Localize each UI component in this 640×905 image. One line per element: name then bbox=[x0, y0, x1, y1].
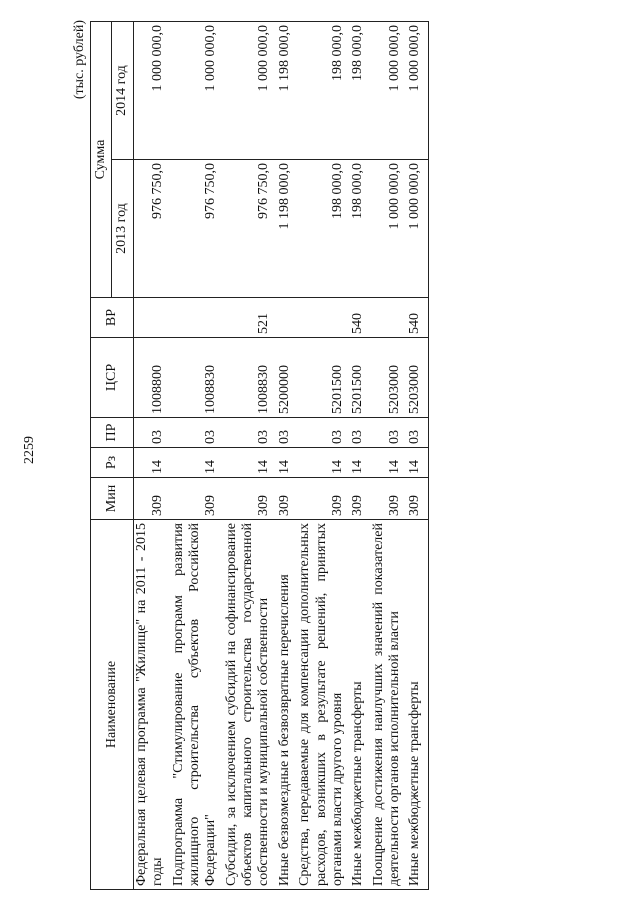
header-vr: ВР bbox=[91, 298, 134, 338]
row-name: Поощрение достижения наилучших значений показателей деятельности органов исполнительной власти bbox=[371, 520, 408, 890]
row-2013: 976 750,0 bbox=[171, 160, 224, 298]
row-min: 309 bbox=[371, 478, 408, 520]
row-vr bbox=[297, 298, 350, 338]
document-page bbox=[70, 10, 540, 890]
row-pr: 03 bbox=[133, 418, 170, 448]
row-2013: 198 000,0 bbox=[350, 160, 370, 298]
row-name: Иные межбюджетные трансферты bbox=[407, 520, 428, 890]
header-min: Мин bbox=[91, 478, 134, 520]
row-min: 309 bbox=[407, 478, 428, 520]
row-2014: 1 000 000,0 bbox=[171, 22, 224, 160]
row-rz: 14 bbox=[277, 448, 297, 478]
table-row bbox=[277, 22, 297, 890]
row-name: Иные безвозмездные и безвозвратные перечисления bbox=[277, 520, 297, 890]
table-row bbox=[224, 22, 277, 890]
header-name: Наименование bbox=[91, 520, 134, 890]
row-2013: 1 000 000,0 bbox=[371, 160, 408, 298]
row-pr: 03 bbox=[297, 418, 350, 448]
row-2014: 198 000,0 bbox=[350, 22, 370, 160]
row-vr: 540 bbox=[350, 298, 370, 338]
page-number: 2259 bbox=[22, 436, 37, 464]
row-2013: 198 000,0 bbox=[297, 160, 350, 298]
row-vr: 540 bbox=[407, 298, 428, 338]
row-rz: 14 bbox=[297, 448, 350, 478]
row-csr: 1008800 bbox=[133, 338, 170, 418]
row-2013: 1 000 000,0 bbox=[407, 160, 428, 298]
row-pr: 03 bbox=[371, 418, 408, 448]
row-2014: 1 000 000,0 bbox=[371, 22, 408, 160]
row-pr: 03 bbox=[171, 418, 224, 448]
row-name: Субсидии, за исключением субсидий на софинансирование объектов капитального строительства государственной собственности и муниципальной собственности bbox=[224, 520, 277, 890]
table-row bbox=[171, 22, 224, 890]
row-csr: 1008830 bbox=[224, 338, 277, 418]
row-rz: 14 bbox=[224, 448, 277, 478]
row-name: Иные межбюджетные трансферты bbox=[350, 520, 370, 890]
row-vr bbox=[133, 298, 170, 338]
row-min: 309 bbox=[171, 478, 224, 520]
row-pr: 03 bbox=[350, 418, 370, 448]
units-note: (тыс. рублей) bbox=[72, 20, 87, 100]
row-csr: 5203000 bbox=[407, 338, 428, 418]
row-rz: 14 bbox=[371, 448, 408, 478]
row-vr bbox=[277, 298, 297, 338]
row-name: Подпрограмма "Стимулирование программ развития жилищного строительства субъектов Российской Федерации" bbox=[171, 520, 224, 890]
row-vr bbox=[371, 298, 408, 338]
budget-table bbox=[90, 21, 429, 890]
row-min: 309 bbox=[297, 478, 350, 520]
table-row bbox=[371, 22, 408, 890]
header-csr: ЦСР bbox=[91, 338, 134, 418]
table-row bbox=[350, 22, 370, 890]
row-2014: 198 000,0 bbox=[297, 22, 350, 160]
row-2014: 1 198 000,0 bbox=[277, 22, 297, 160]
header-sum: Сумма bbox=[91, 22, 112, 298]
table-header bbox=[91, 22, 134, 890]
row-csr: 5201500 bbox=[350, 338, 370, 418]
header-rz: Рз bbox=[91, 448, 134, 478]
row-pr: 03 bbox=[407, 418, 428, 448]
row-csr: 5200000 bbox=[277, 338, 297, 418]
row-rz: 14 bbox=[350, 448, 370, 478]
row-2014: 1 000 000,0 bbox=[133, 22, 170, 160]
table-row bbox=[133, 22, 170, 890]
row-vr: 521 bbox=[224, 298, 277, 338]
row-name: Средства, передаваемые для компенсации дополнительных расходов, возникших в результате решений, принятых органами власти другого уровня bbox=[297, 520, 350, 890]
row-min: 309 bbox=[133, 478, 170, 520]
table-row bbox=[407, 22, 428, 890]
row-csr: 1008830 bbox=[171, 338, 224, 418]
row-rz: 14 bbox=[407, 448, 428, 478]
table-row bbox=[297, 22, 350, 890]
header-pr: ПР bbox=[91, 418, 134, 448]
header-year-2013: 2013 год bbox=[112, 160, 133, 298]
row-2014: 1 000 000,0 bbox=[407, 22, 428, 160]
row-vr bbox=[171, 298, 224, 338]
row-pr: 03 bbox=[224, 418, 277, 448]
row-name: Федеральная целевая программа "Жилище" на 2011 - 2015 годы bbox=[133, 520, 170, 890]
row-rz: 14 bbox=[133, 448, 170, 478]
row-min: 309 bbox=[277, 478, 297, 520]
row-pr: 03 bbox=[277, 418, 297, 448]
row-2014: 1 000 000,0 bbox=[224, 22, 277, 160]
row-min: 309 bbox=[224, 478, 277, 520]
row-csr: 5203000 bbox=[371, 338, 408, 418]
row-2013: 976 750,0 bbox=[224, 160, 277, 298]
header-year-2014: 2014 год bbox=[112, 22, 133, 160]
row-2013: 1 198 000,0 bbox=[277, 160, 297, 298]
row-min: 309 bbox=[350, 478, 370, 520]
row-2013: 976 750,0 bbox=[133, 160, 170, 298]
row-rz: 14 bbox=[171, 448, 224, 478]
row-csr: 5201500 bbox=[297, 338, 350, 418]
